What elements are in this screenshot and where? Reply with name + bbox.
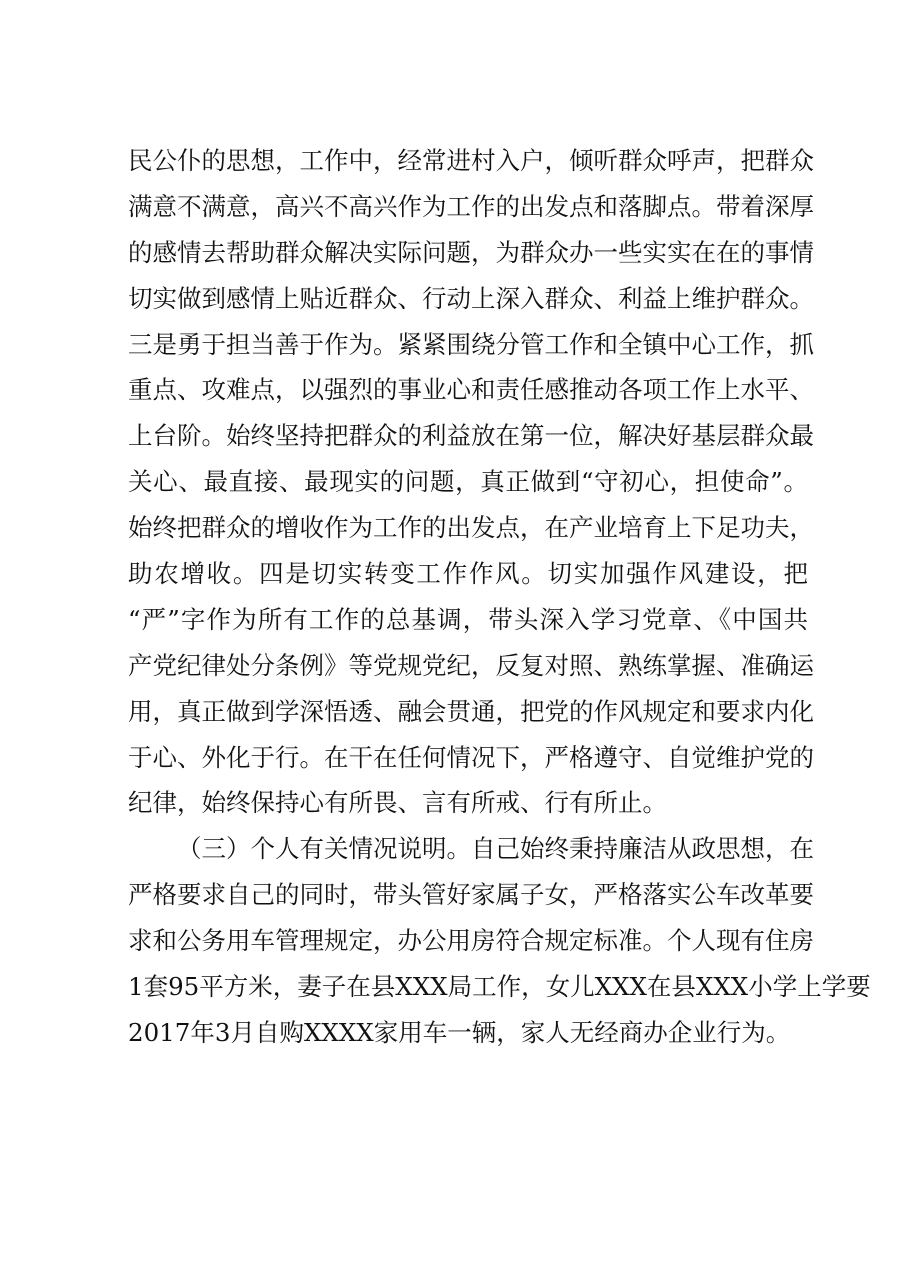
text-line: “严”字作为所有工作的总基调，带头深入学习党章、《中国共 (128, 604, 808, 634)
paragraph-end-line: 纪律，始终保持心有所畏、言有所戒、行有所止。 (128, 788, 667, 818)
text-line: 满意不满意，高兴不高兴作为工作的出发点和落脚点。带着深厚 (128, 191, 814, 221)
body-text (128, 138, 871, 1056)
text-line: 关心、最直接、最现实的问题，真正做到“守初心，担使命”。 (128, 467, 808, 497)
text-line: 严格要求自己的同时，带头管好家属子女，严格落实公车改革要 (128, 880, 814, 910)
text-line: 助农增收。四是切实转变工作作风。切实加强作风建设，把 (128, 559, 808, 589)
text-line: 于心、外化于行。在干在任何情况下，严格遵守、自觉维护党的 (128, 742, 814, 772)
text-line: 切实做到感情上贴近群众、行动上深入群众、利益上维护群众。 (128, 283, 814, 313)
paragraph-end-line: 2017年3月自购XXXX家用车一辆，家人无经商办企业行为。 (128, 1017, 791, 1047)
text-line: 求和公务用车管理规定，办公用房符合规定标准。个人现有住房 (128, 926, 814, 956)
text-line: 用，真正做到学深悟透、融会贯通，把党的作风规定和要求内化 (128, 696, 814, 726)
text-line: 的感情去帮助群众解决实际问题，为群众办一些实实在在的事情 (128, 237, 814, 267)
text-line: 重点、攻难点，以强烈的事业心和责任感推动各项工作上水平、 (128, 375, 814, 405)
text-line: 三是勇于担当善于作为。紧紧围绕分管工作和全镇中心工作，抓 (128, 329, 814, 359)
text-line: 民公仆的思想，工作中，经常进村入户，倾听群众呼声，把群众 (128, 146, 814, 175)
section-heading-line: （三）个人有关情况说明。自己始终秉持廉洁从政思想，在 (177, 834, 814, 864)
text-line: 上台阶。始终坚持把群众的利益放在第一位，解决好基层群众最 (128, 421, 814, 451)
text-line: 产党纪律处分条例》等党规党纪，反复对照、熟练掌握、准确运 (128, 650, 814, 680)
text-line: 始终把群众的增收作为工作的出发点，在产业培育上下足功夫， (128, 513, 814, 543)
text-line: 1套95平方米，妻子在县XXX局工作，女儿XXX在县XXX小学上学要 (128, 972, 871, 1002)
